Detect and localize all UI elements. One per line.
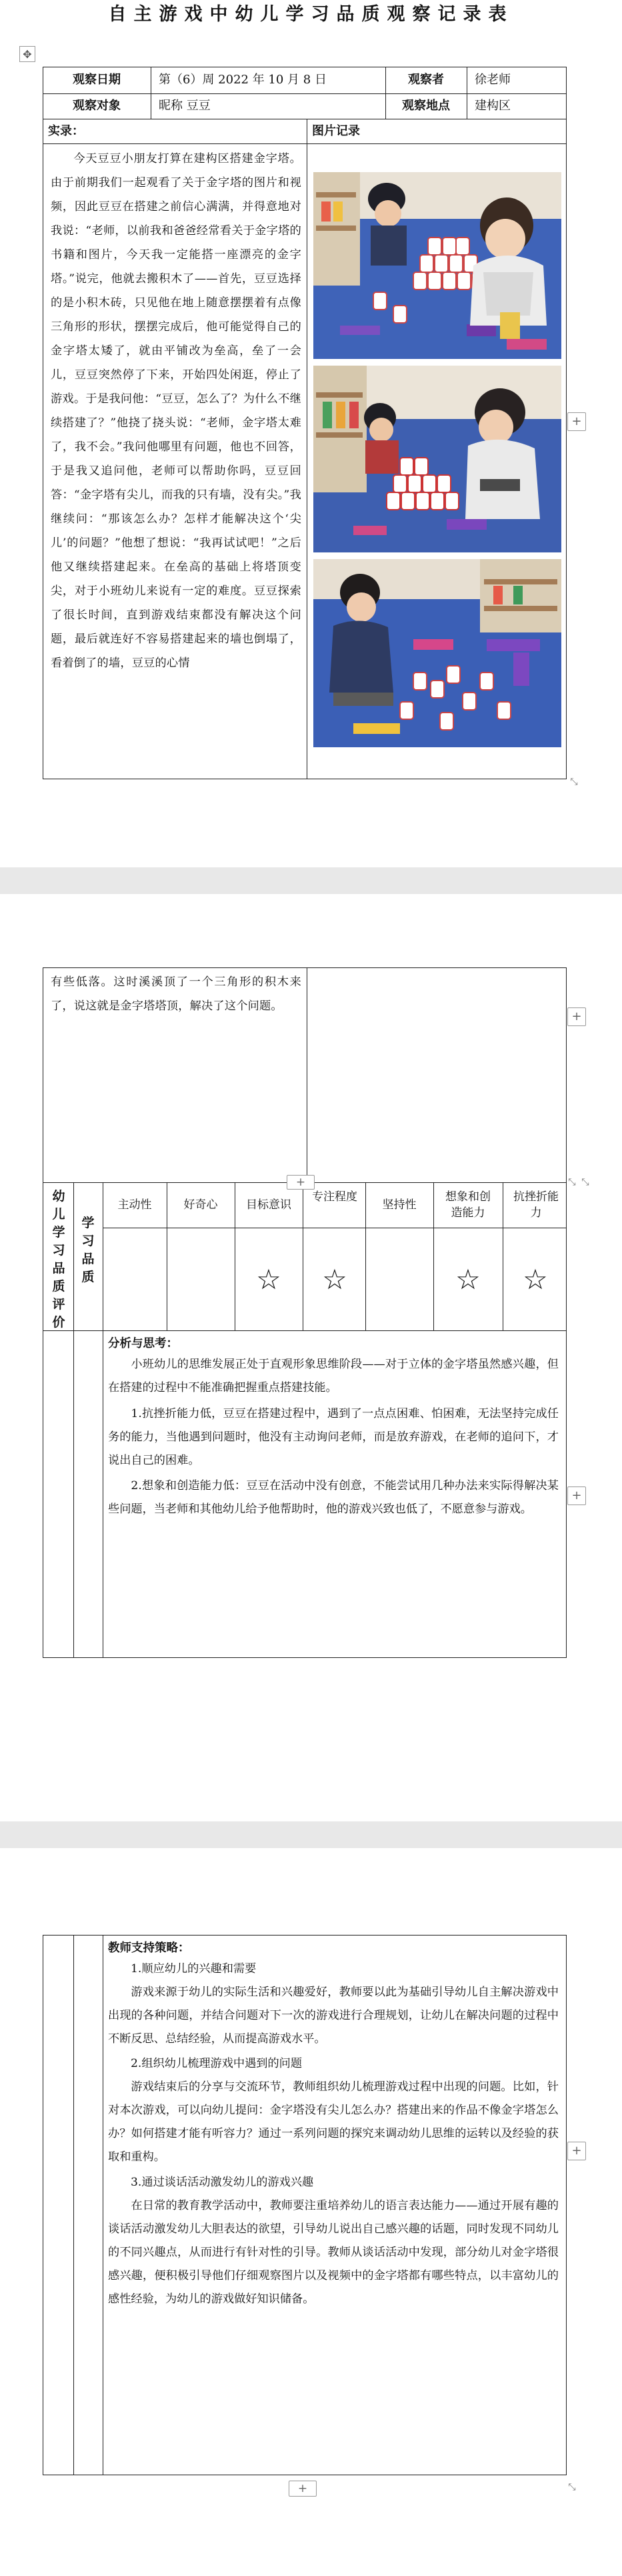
observer-value: 徐老师 xyxy=(475,73,511,87)
photo-children-building-1 xyxy=(313,172,561,359)
add-column-plus-icon-4[interactable]: + xyxy=(567,2142,586,2160)
quality-star-resilience: ☆ xyxy=(523,1263,548,1296)
quality-col-resilience: 抗挫折能力 xyxy=(513,1190,559,1220)
subject-value: 昵称 豆豆 xyxy=(159,99,211,113)
analysis-point-2: 2.想象和创造能力低：豆豆在活动中没有创意，不能尝试用几种办法来实际得解决某些问题，当老师和其他幼儿给予他帮助时，他的游戏兴致也低了，不愿意参与游戏。 xyxy=(108,1479,559,1516)
photo-children-building-2 xyxy=(313,366,561,552)
photo-record-label: 图片记录 xyxy=(312,124,360,138)
date-value: 第（6）周 2022 年 10 月 8 日 xyxy=(159,73,327,87)
quality-star-creativity: ☆ xyxy=(455,1263,481,1296)
quality-star-goal-awareness: ☆ xyxy=(256,1263,281,1296)
table-resize-icon-2[interactable]: ⤡ xyxy=(568,1177,576,1188)
quality-col-initiative: 主动性 xyxy=(117,1198,152,1212)
quality-col-persistence: 坚持性 xyxy=(382,1198,417,1212)
table-resize-icon-3[interactable]: ⤡ xyxy=(581,1177,589,1188)
quality-star-focus: ☆ xyxy=(322,1263,347,1296)
add-row-plus-icon[interactable]: + xyxy=(287,1175,315,1190)
table-resize-icon[interactable]: ⤡ xyxy=(570,777,578,787)
analysis-intro: 小班幼儿的思维发展正处于直观形象思维阶段——对于立体的金字塔虽然感兴趣，但在搭建的过程中不能准确把握重点搭建技能。 xyxy=(108,1358,559,1394)
subject-label: 观察对象 xyxy=(73,99,121,113)
quality-sub-label: 学习品质 xyxy=(81,1216,95,1284)
add-row-plus-icon-2[interactable]: + xyxy=(289,2481,317,2497)
location-label: 观察地点 xyxy=(402,99,450,113)
page-1 xyxy=(0,0,622,867)
strategy-heading-1: 1.顺应幼儿的兴趣和需要 xyxy=(131,1962,257,1976)
strategy-heading-3: 3.通过谈话活动激发幼儿的游戏兴趣 xyxy=(131,2176,314,2189)
quality-col-goal-awareness: 目标意识 xyxy=(246,1198,291,1212)
strategy-paragraph-3: 在日常的教育教学活动中，教师要注重培养幼儿的语言表达能力——通过开展有趣的谈话活动激发幼儿大胆表达的欲望，引导幼儿说出自己感兴趣的话题，同时发现不同幼儿的不同兴趣点，从而进行有针对性的引导。教师从谈话活动中发现，部分幼儿对金字塔很感兴趣，便积极引导他们仔细观察图片以及视频中的金字塔都有哪些特点，以丰富幼儿的感性经验，为幼儿的游戏做好知识储备。 xyxy=(108,2199,559,2306)
table-move-handle-icon[interactable]: ✥ xyxy=(19,46,35,62)
page-3 xyxy=(0,1848,622,2576)
document-title: 自主游戏中幼儿学习品质观察记录表 xyxy=(108,4,514,25)
page-2 xyxy=(0,894,622,1821)
strategy-paragraph-1: 游戏来源于幼儿的实际生活和兴趣爱好，教师要以此为基础引导幼儿自主解决游戏中出现的各种问题，并结合问题对下一次的游戏进行合理规划，让幼儿在解决问题的过程中不断反思、总结经验，从而提高游戏水平。 xyxy=(108,1986,559,2046)
record-text-part2: 有些低落。这时溪溪顶了一个三角形的积木来了，说这就是金字塔塔顶，解决了这个问题。 xyxy=(51,975,301,1013)
facts-label: 实录： xyxy=(48,124,84,138)
analysis-title: 分析与思考： xyxy=(108,1337,178,1350)
date-label: 观察日期 xyxy=(73,73,121,87)
strategy-heading-2: 2.组织幼儿梳理游戏中遇到的问题 xyxy=(131,2057,303,2070)
quality-col-creativity: 想象和创造能力 xyxy=(445,1190,491,1220)
quality-col-focus: 专注程度 xyxy=(312,1190,357,1204)
add-column-plus-icon-2[interactable]: + xyxy=(567,1007,586,1026)
quality-row-label: 幼儿学习品质评价 xyxy=(52,1189,65,1330)
analysis-point-1: 1.抗挫折能力低，豆豆在搭建过程中，遇到了一点点困难、怕困难，无法坚持完成任务的能力，当他遇到问题时，他没有主动询问老师，而是放弃游戏，在老师的追问下，才说出自己的困难。 xyxy=(108,1407,559,1467)
add-column-plus-icon-3[interactable]: + xyxy=(567,1486,586,1505)
photo-children-building-3 xyxy=(313,559,561,747)
strategy-paragraph-2: 游戏结束后的分享与交流环节，教师组织幼儿梳理游戏过程中出现的问题。比如，针对本次游戏，可以向幼儿提问：金字塔没有尖儿怎么办？搭建出来的作品不像金字塔怎么办？如何搭建才能有听容力？通过一系列问题的探究来调动幼儿思维的运转以及经验的获取和重构。 xyxy=(108,2080,559,2164)
observer-label: 观察者 xyxy=(408,73,444,87)
quality-col-curiosity: 好奇心 xyxy=(183,1198,218,1212)
add-column-plus-icon[interactable]: + xyxy=(567,412,586,431)
table-resize-icon-4[interactable]: ⤡ xyxy=(568,2482,576,2493)
record-text-part1: 今天豆豆小朋友打算在建构区搭建金字塔。由于前期我们一起观看了关于金字塔的图片和视频，因此豆豆在搭建之前信心满满，并得意地对我说：“老师，以前我和爸爸经常看关于金字塔的书籍和图片，今天我一定能搭一座漂亮的金字塔。”说完，他就去搬积木了——首先，豆豆选择的是小积木砖，只见他在地上随意摆摆着有点像三角形的形状，摆摆完成后，他可能觉得自己的金字塔太矮了，就由平铺改为垒高，垒了一会儿，豆豆突然停了下来，开始四处闲逛，停止了游戏。于是我问他：“豆豆，怎么了？为什么不继续搭建了？”他挠了挠头说：“老师，金字塔太难了，我不会。”我问他哪里有问题，他也不回答，于是我又追问他，老师可以帮助你吗，豆豆回答：“金字塔有尖儿，而我的只有墙，没有尖。”我继续问：“那该怎么办？怎样才能解决这个‘尖儿’的问题？”他想了想说：“我再试试吧！”之后他又继续搭建起来。在垒高的基础上将塔顶变尖，对于小班幼儿来说有一定的难度。豆豆探索了很长时间，直到游戏结束都没有解决这个问题，最后就连好不容易搭建起来的墙也倒塌了，看着倒了的墙，豆豆的心情 xyxy=(51,152,301,670)
location-value: 建构区 xyxy=(475,99,511,113)
record-continuation-table xyxy=(43,967,567,1658)
strategy-title: 教师支持策略： xyxy=(108,1942,190,1955)
